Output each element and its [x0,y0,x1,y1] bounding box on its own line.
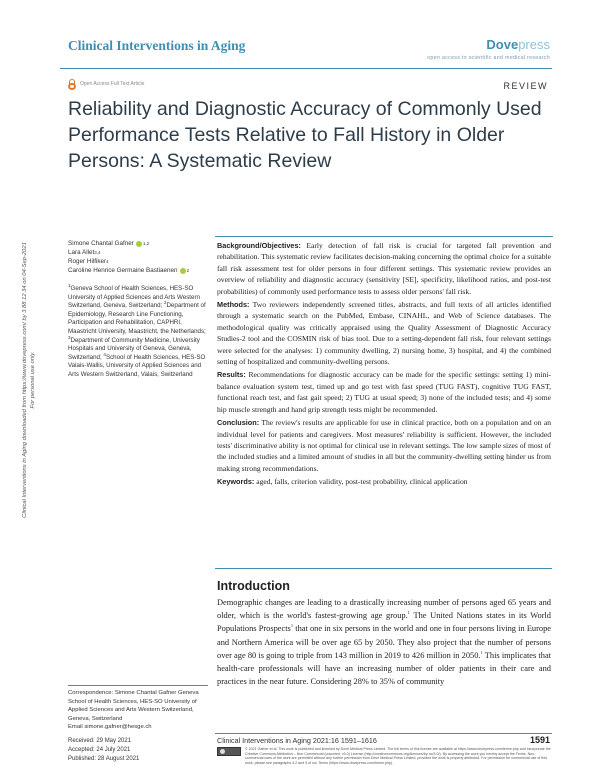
author-3: Roger Hilfiker 4 [68,258,109,265]
abstract-section-label: Keywords: [217,477,255,487]
affiliation-text: School of Health Sciences, HES-SO Valais-Wallis, University of Applied Sciences and Arts Western Switzerland, Valais, Switzerland [68,353,206,378]
side-note-line1: Clinical Interventions in Aging downloaded from https://www.dovepress.com/ by 3.88.12.34 on 04-Sep-2021 [22,242,28,518]
affiliation-number: 1 [68,282,71,288]
intro-text-2: The United Nations states in its World Populations Prospects [217,611,551,634]
author-name[interactable]: Roger Hilfiker [68,258,107,265]
author-1: Simone Chantal Gafner 1,2 [68,240,150,247]
abstract-section-text: aged, falls, criterion validity, post-test probability, clinical application [254,477,468,487]
orcid-icon[interactable] [180,268,186,274]
side-download-note [14,160,44,600]
license-text: © 2021 Gafner et al. This work is published and licensed by Dove Medical Press Limited. The full terms of this license are available at https://www.dovepress.com/terms.php and incorporate the Creative Commons Attribution – Non Commercial (unported, v3.0) License (http://creativecommons.org/licenses/by-nc/3.0/). By accessing the work you hereby accept the Terms. Non-commercial uses of the work are permitted without any further permission from Dove Medical Press Limited, provided the work is properly attributed. For permission for commercial use of this work, please see paragraphs 4.2 and 5 of our Terms (https://www.dovepress.com/terms.php). [245,747,551,765]
open-access-label: Open Access Full Text Article [80,81,145,87]
abstract-section [217,476,551,487]
orcid-icon[interactable] [136,241,142,247]
open-access-lock-icon [68,79,76,89]
date-published: Published: 28 August 2021 [68,755,140,762]
abstract-section [217,369,551,415]
logo-light: press [518,37,550,52]
affiliation-number: 4 [103,351,106,357]
affiliation-text: Geneva School of Health Sciences, HES-SO University of Applied Sciences and Arts Western Switzerland, Geneva, Switzerland; [68,285,200,310]
footer-divider [215,733,552,734]
author-list [68,239,208,275]
abstract-section [217,240,551,297]
abstract-section-label: Background/Objectives: [217,241,301,250]
page-number: 1591 [529,735,550,745]
section-heading-introduction: Introduction [217,579,290,593]
author-name[interactable]: Caroline Henrice Germaine Bastiaenen [68,267,178,274]
intro-divider [215,568,552,569]
side-note-line2: For personal use only. [30,351,36,409]
correspondence: Correspondence: Simone Chantal Gafner Geneva School of Health Sciences, HES-SO University of Applied Sciences and Arts Western Switzerland, Geneva, Switzerland Email simone.gafner@hesge.ch [68,690,199,731]
citation-ref[interactable]: 1 [290,623,294,629]
logo-bold: Dove [486,37,519,52]
abstract-section-label: Results: [217,370,246,380]
citation-ref[interactable]: 1 [407,610,410,616]
article-title: Reliability and Diagnostic Accuracy of Commonly Used Performance Tests Relative to Fall History in Older Persons: A Systematic Review [68,98,542,172]
introduction-text [217,596,551,688]
intro-text-1: Demographic changes are leading to a drastically increasing number of persons aged 65 years and older, which is the world's fastest-growing age group. [217,598,551,621]
dovepress-logo [486,37,550,52]
abstract [217,240,551,490]
publication-dates [68,737,139,763]
abstract-section-label: Conclusion: [217,418,260,428]
publisher-tagline: open access to scientific and medical research [427,55,550,61]
affiliation-number: 2 [163,300,167,306]
header-divider [60,68,552,69]
article-type: REVIEW [503,81,548,91]
journal-title: Clinical Interventions in Aging [68,38,246,53]
creative-commons-icon[interactable] [217,747,241,756]
date-accepted: Accepted: 24 July 2021 [68,746,131,753]
author-4: Caroline Henrice Germaine Bastiaenen 2 [68,267,190,274]
author-name[interactable]: Simone Chantal Gafner [68,240,134,247]
intro-text-3: that one in six persons in the world and one in four persons living in Europe and Northern America will be over age 65 by 2050. They also project that the number of persons over age 80 is going to triple from 143 million in 2019 to 426 million in 2050. [217,624,552,660]
author-2: Lara Allet 3,4 [68,249,101,256]
abstract-section [217,299,551,367]
side-note-text [21,160,37,600]
abstract-section-text: Recommendations for diagnostic accuracy can be made for the specific settings: setting 1) mini-balance evaluation system test, timed up and go test with fast speed (TUG FAST), cognitive TUG FAST, functional reach test, and fast gait speed; 2) TUG at usual speed; 3) none of the included tests; and 4) some hip muscle strength and hand grip strength tests might be recommended. [217,370,551,414]
correspondence-divider [68,685,208,686]
open-access-badge [68,79,144,89]
abstract-section [217,417,551,474]
abstract-section-label: Methods: [217,300,250,310]
abstract-section-text: The review's results are applicable for use in clinical practice, both on a population and on an individual level for patients and caregivers. Most measures' reliability is sufficient. However, the included tests' discriminative ability is not optimal for clinical use in relevant settings. The low sample sizes of most of the included studies and a limited amount of studies in all but the community-dwelling setting hinder us from making strong recommendations. [217,418,551,473]
author-name[interactable]: Lara Allet [68,249,95,256]
citation-ref[interactable]: 1 [480,650,483,656]
affiliation-text: Department of Community Medicine, University Hospitals and University of Geneva, Geneva, Switzerland; [68,336,200,361]
affiliations [68,282,208,380]
affiliation-text: Department of Epidemiology, Research Line Functioning, Participation and Rehabilitation, CAPHRI, Maastricht University, Maastricht, the Netherlands; [68,302,206,335]
intro-text-4: This implicates that health-care professionals will have an increasing number of older patients in their care and practices in the near future. Considering 28% to 35% of community [217,650,551,687]
footer-citation: Clinical Interventions in Aging 2021:16 1591–1616 [217,736,377,745]
license-block [217,747,551,765]
abstract-section-text: Early detection of fall risk is crucial for targeted fall prevention and rehabilitation. This systematic review facilitates decision-making concerning the optimal choice for a suitable fall risk assessment test for older persons in four different settings. This systematic review provides an overview of reliability and diagnostic accuracy (sensitivity [SE], specificity, likelihood ratios, and post-test probabilities) of commonly used performance tests to assess older persons' fall risk. [217,241,551,296]
abstract-section-text: Two reviewers independently screened titles, abstracts, and full texts of all articles identified through a systematic search on the PubMed, Embase, CINAHL, and Web of Science databases. The methodological quality was critically appraised using the Quality Assessment of Diagnostic Accuracy Studies-2 tool and the COSMIN risk of bias tool. Due to a setting-dependent fall risk, four relevant settings were selected for the analyses: 1) community dwelling, 2) nursing home, 3) hospital, and 4) the combined setting of hospitalized and community-dwelling persons. [217,300,551,367]
affiliation-number: 3 [68,334,71,340]
date-received: Received: 29 May 2021 [68,738,132,744]
